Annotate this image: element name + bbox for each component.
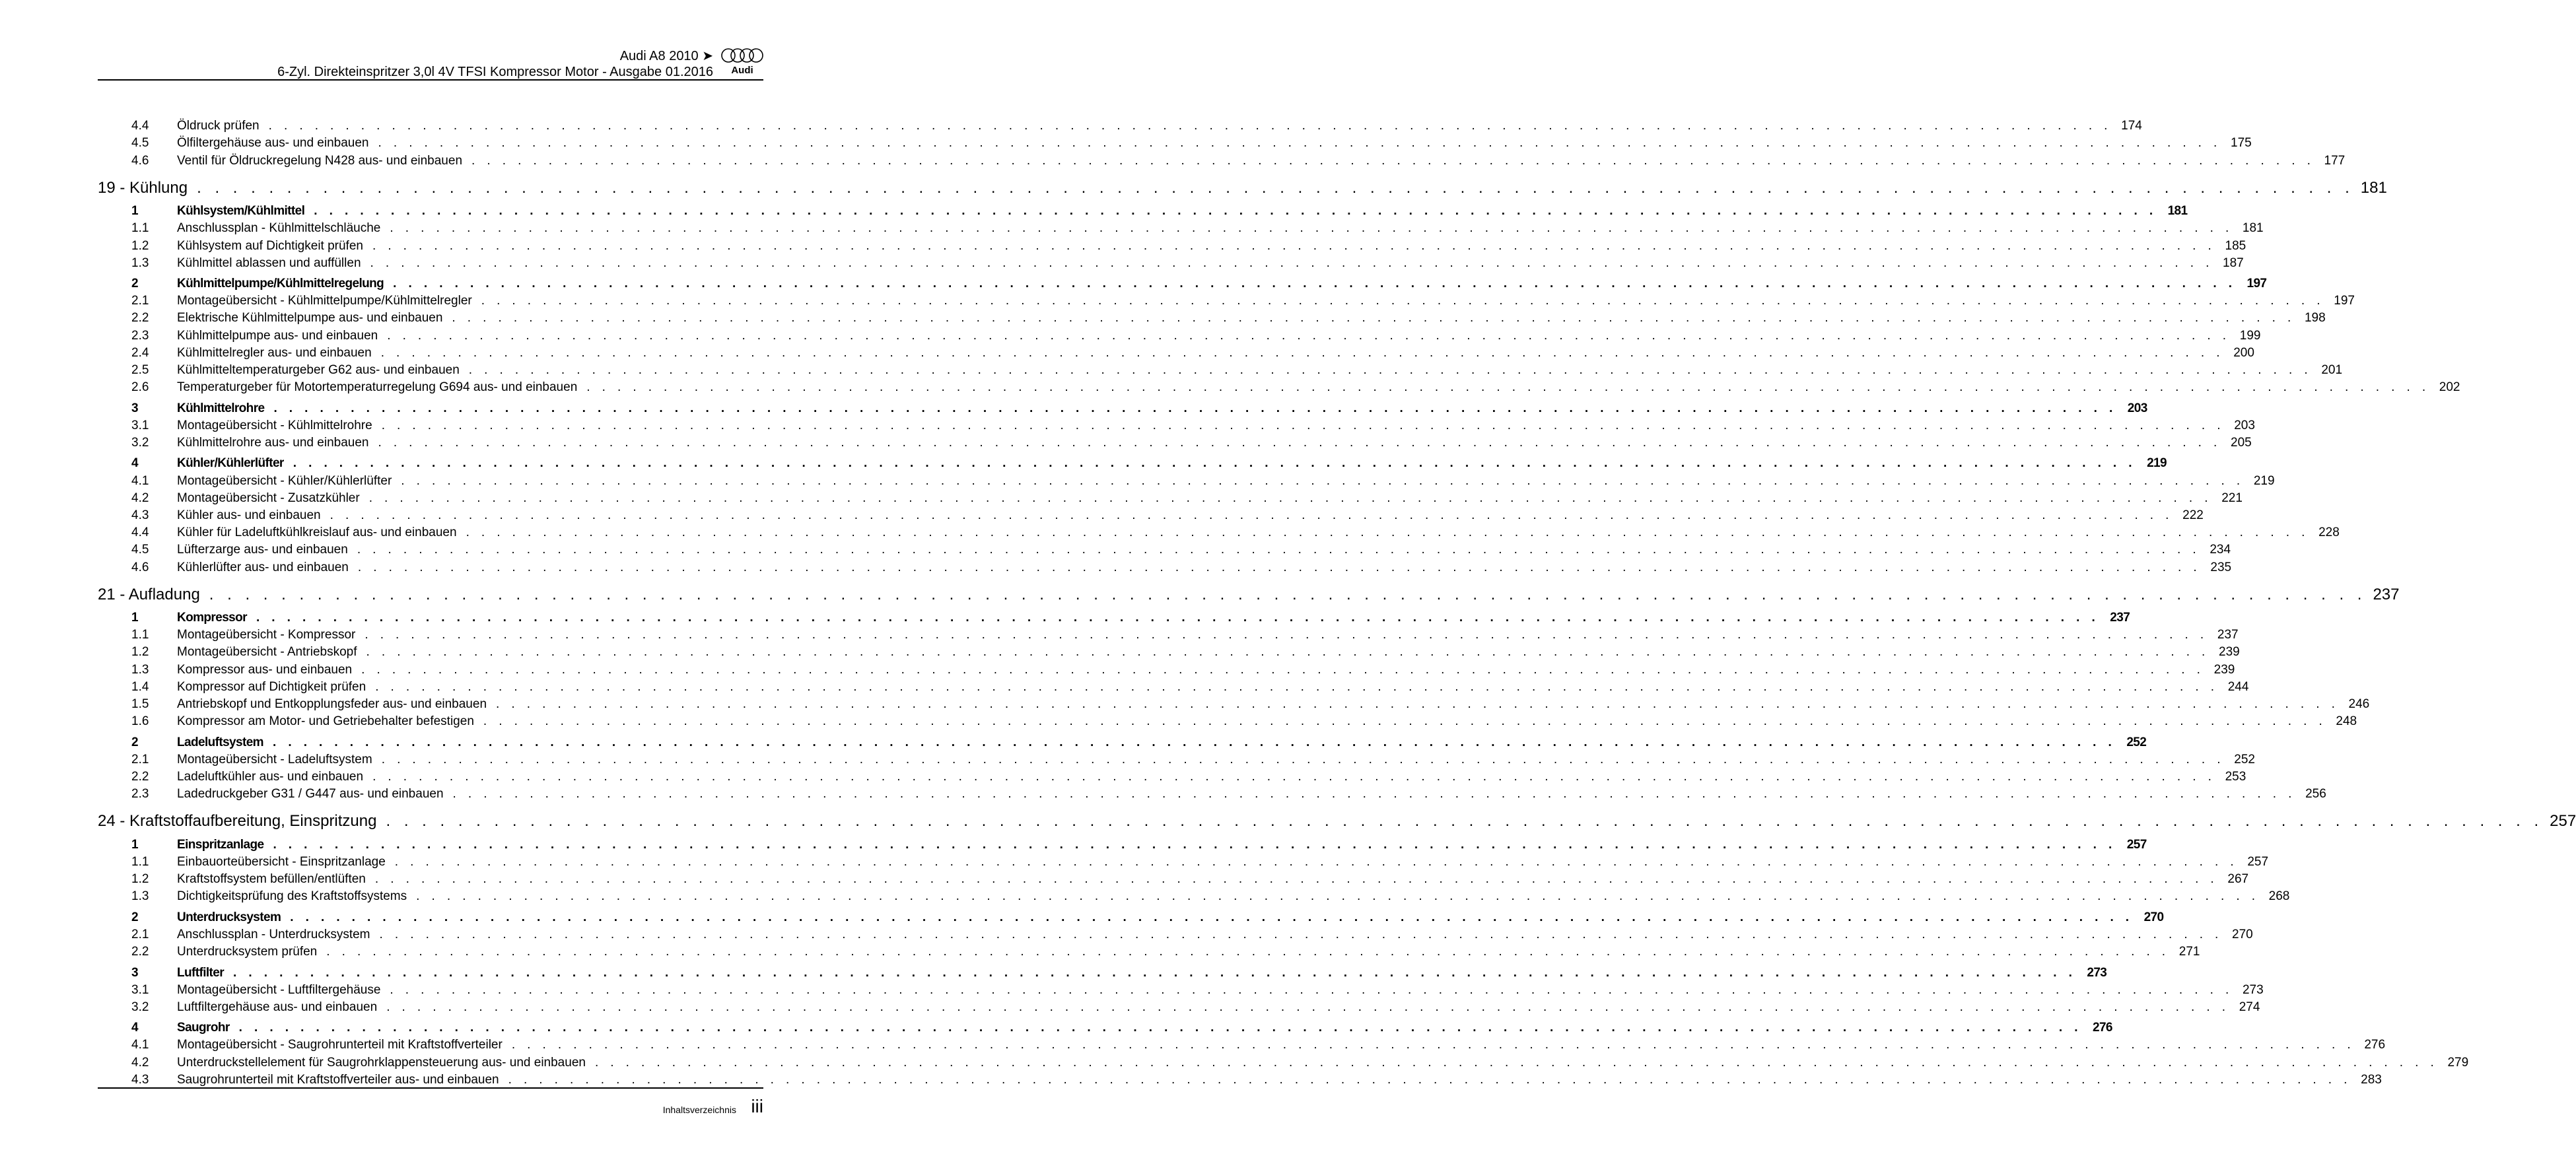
toc-number: 1.3	[131, 889, 149, 904]
footer-label: Inhaltsverzeichnis	[662, 1105, 736, 1115]
toc-title: Montageübersicht - Kühlmittelrohre	[177, 418, 372, 432]
toc-title: Saugrohrunterteil mit Kraftstoffverteiler aus- und einbauen	[177, 1072, 499, 1087]
toc-title: 19 - Kühlung	[98, 178, 188, 197]
toc-title: Kompressor am Motor- und Getriebehalter befestigen	[177, 714, 474, 729]
dot-leader: . . . . . . . . . . . . . . . . . . . . . . . . . . . . . . . . . . . . . . . . . . . . . . . . . . . . . . . . . . . . . . . . . . . . . . . . . . . . . . . . . . . . . . . . . . . . . . . . . . . . . . . . . . . . . . . . . . . . . . . .	[272, 735, 2116, 749]
toc-page-number: 187	[2223, 255, 2244, 270]
toc-section[interactable]	[98, 197, 2188, 219]
toc-number: 1.3	[131, 255, 149, 270]
toc-page-number: 235	[2210, 560, 2232, 574]
dot-leader: . . . . . . . . . . . . . . . . . . . . . . . . . . . . . . . . . . . . . . . . . . . . . . . . . . . . . . . . . . . . . . . . . . . . . . . . . . . . . . . . . . . . . . . . . . . . . . . . . . . . . . . . . . . . . . . . . . . . . . . .	[483, 714, 2327, 729]
toc-number: 2	[131, 277, 138, 291]
toc-number: 2.1	[131, 752, 149, 766]
toc-page-number: 203	[2234, 418, 2255, 432]
toc-page-number: 283	[2361, 1072, 2382, 1087]
toc-number: 4.4	[131, 119, 149, 133]
toc-title: Kühlmittelregler aus- und einbauen	[177, 345, 372, 360]
toc-title: Antriebskopf und Entkopplungsfeder aus- und einbauen	[177, 697, 487, 712]
toc-title: Kühler aus- und einbauen	[177, 508, 321, 522]
toc-entry[interactable]	[98, 767, 2246, 784]
toc-number: 2.2	[131, 770, 149, 784]
toc-page-number: 202	[2439, 380, 2460, 395]
toc-title: Kompressor	[177, 611, 247, 625]
dot-leader: . . . . . . . . . . . . . . . . . . . . . . . . . . . . . . . . . . . . . . . . . . . . . . . . . . . . . . . . . . . . . . . . . . . . . . . . . . . . . . . . . . . . . . . . . . . . . . . . . . . . . . . . . . . . . . . . . . . . . . . .	[416, 889, 2260, 904]
toc-page-number: 246	[2348, 697, 2370, 712]
toc-entry[interactable]	[98, 308, 2326, 325]
dot-leader: . . . . . . . . . . . . . . . . . . . . . . . . . . . . . . . . . . . . . . . . . . . . . . . . . . . . . . . . . . . . . . . . . . . . . . . . . . . . . . . . . . . . . . . . . . . . . . . . . . . . . . . . . . . . . . . . . . . . . . . .	[209, 585, 2367, 603]
dot-leader: . . . . . . . . . . . . . . . . . . . . . . . . . . . . . . . . . . . . . . . . . . . . . . . . . . . . . . . . . . . . . . . . . . . . . . . . . . . . . . . . . . . . . . . . . . . . . . . . . . . . . . . . . . . . . . . . . . . . . . . .	[468, 363, 2313, 378]
dot-leader: . . . . . . . . . . . . . . . . . . . . . . . . . . . . . . . . . . . . . . . . . . . . . . . . . . . . . . . . . . . . . . . . . . . . . . . . . . . . . . . . . . . . . . . . . . . . . . . . . . . . . . . . . . . . . . . . . . . . . . . .	[378, 136, 2221, 151]
toc-page-number: 267	[2227, 872, 2249, 887]
toc-entry[interactable]	[98, 343, 2254, 360]
toc-number: 4.4	[131, 526, 149, 540]
toc-page-number: 270	[2143, 910, 2164, 924]
toc-title: Montageübersicht - Zusatzkühler	[177, 491, 360, 505]
toc-page-number: 276	[2092, 1021, 2112, 1035]
dot-leader: . . . . . . . . . . . . . . . . . . . . . . . . . . . . . . . . . . . . . . . . . . . . . . . . . . . . . . . . . . . . . . . . . . . . . . . . . . . . . . . . . . . . . . . . . . . . . . . . . . . . . . . . . . . . . . . . . . . . . . . .	[381, 752, 2225, 766]
dot-leader: . . . . . . . . . . . . . . . . . . . . . . . . . . . . . . . . . . . . . . . . . . . . . . . . . . . . . . . . . . . . . . . . . . . . . . . . . . . . . . . . . . . . . . . . . . . . . . . . . . . . . . . . . . . . . . . . . . . . . . . .	[401, 473, 2245, 488]
toc-page-number: 174	[2121, 119, 2142, 133]
dot-leader: . . . . . . . . . . . . . . . . . . . . . . . . . . . . . . . . . . . . . . . . . . . . . . . . . . . . . . . . . . . . . . . . . . . . . . . . . . . . . . . . . . . . . . . . . . . . . . . . . . . . . . . . . . . . . . . . . . . . . . . .	[496, 697, 2340, 712]
dot-leader: . . . . . . . . . . . . . . . . . . . . . . . . . . . . . . . . . . . . . . . . . . . . . . . . . . . . . . . . . . . . . . . . . . . . . . . . . . . . . . . . . . . . . . . . . . . . . . . . . . . . . . . . . . . . . . . . . . . . . . . .	[508, 1072, 2351, 1087]
dot-leader: . . . . . . . . . . . . . . . . . . . . . . . . . . . . . . . . . . . . . . . . . . . . . . . . . . . . . . . . . . . . . . . . . . . . . . . . . . . . . . . . . . . . . . . . . . . . . . . . . . . . . . . . . . . . . . . . . . . . . . . .	[290, 910, 2134, 924]
dot-leader: . . . . . . . . . . . . . . . . . . . . . . . . . . . . . . . . . . . . . . . . . . . . . . . . . . . . . . . . . . . . . . . . . . . . . . . . . . . . . . . . . . . . . . . . . . . . . . . . . . . . . . . . . . . . . . . . . . . . . . . .	[378, 436, 2221, 450]
toc-entry[interactable]	[98, 750, 2255, 767]
toc-title: Montageübersicht - Kühler/Kühlerlüfter	[177, 473, 392, 488]
toc-page-number: 228	[2318, 526, 2340, 540]
toc-entry[interactable]	[98, 151, 2346, 168]
dot-leader: . . . . . . . . . . . . . . . . . . . . . . . . . . . . . . . . . . . . . . . . . . . . . . . . . . . . . . . . . . . . . . . . . . . . . . . . . . . . . . . . . . . . . . . . . . . . . . . . . . . . . . . . . . . . . . . . . . . . . . . .	[386, 812, 2544, 831]
header-rule	[98, 79, 763, 81]
dot-leader: . . . . . . . . . . . . . . . . . . . . . . . . . . . . . . . . . . . . . . . . . . . . . . . . . . . . . . . . . . . . . . . . . . . . . . . . . . . . . . . . . . . . . . . . . . . . . . . . . . . . . . . . . . . . . . . . . . . . . . . .	[375, 679, 2219, 694]
toc-number: 2.4	[131, 345, 149, 360]
dot-leader: . . . . . . . . . . . . . . . . . . . . . . . . . . . . . . . . . . . . . . . . . . . . . . . . . . . . . . . . . . . . . . . . . . . . . . . . . . . . . . . . . . . . . . . . . . . . . . . . . . . . . . . . . . . . . . . . . . . . . . . .	[452, 787, 2296, 801]
toc-title: Kühlmittelrohre	[177, 401, 265, 415]
dot-leader: . . . . . . . . . . . . . . . . . . . . . . . . . . . . . . . . . . . . . . . . . . . . . . . . . . . . . . . . . . . . . . . . . . . . . . . . . . . . . . . . . . . . . . . . . . . . . . . . . . . . . . . . . . . . . . . . . . . . . . . .	[379, 927, 2223, 941]
toc-page-number: 239	[2219, 645, 2240, 660]
toc-section[interactable]	[98, 450, 2167, 471]
toc-title: Montageübersicht - Ladeluftsystem	[177, 752, 372, 766]
toc-page-number: 177	[2324, 153, 2346, 168]
toc-title: Ölfiltergehäuse aus- und einbauen	[177, 136, 369, 151]
toc-title: Unterdrucksystem	[177, 910, 281, 924]
toc-title: Kühlerlüfter aus- und einbauen	[177, 560, 349, 574]
toc-title: Kühlmittelpumpe aus- und einbauen	[177, 328, 378, 343]
dot-leader: . . . . . . . . . . . . . . . . . . . . . . . . . . . . . . . . . . . . . . . . . . . . . . . . . . . . . . . . . . . . . . . . . . . . . . . . . . . . . . . . . . . . . . . . . . . . . . . . . . . . . . . . . . . . . . . . . . . . . . . .	[361, 662, 2205, 677]
dot-leader: . . . . . . . . . . . . . . . . . . . . . . . . . . . . . . . . . . . . . . . . . . . . . . . . . . . . . . . . . . . . . . . . . . . . . . . . . . . . . . . . . . . . . . . . . . . . . . . . . . . . . . . . . . . . . . . . . . . . . . . .	[293, 456, 2136, 471]
toc-number: 1	[131, 204, 138, 219]
toc-title: Kühlsystem/Kühlmittel	[177, 204, 305, 219]
toc-entry[interactable]	[98, 471, 2275, 488]
toc-number: 4	[131, 456, 138, 471]
toc-page-number: 205	[2231, 436, 2252, 450]
toc-number: 4.5	[131, 136, 149, 151]
toc-number: 1.1	[131, 628, 149, 642]
toc-section[interactable]	[98, 904, 2164, 924]
toc-page-number: 271	[2178, 945, 2200, 959]
toc-page-number: 237	[2217, 628, 2239, 642]
toc-title: Lüfterzarge aus- und einbauen	[177, 543, 348, 557]
toc-number: 2.1	[131, 294, 149, 308]
toc-page-number: 252	[2234, 752, 2255, 766]
dot-leader: . . . . . . . . . . . . . . . . . . . . . . . . . . . . . . . . . . . . . . . . . . . . . . . . . . . . . . . . . . . . . . . . . . . . . . . . . . . . . . . . . . . . . . . . . . . . . . . . . . . . . . . . . . . . . . . . . . . . . . . .	[273, 401, 2117, 415]
toc-title: Kühlmittelpumpe/Kühlmittelregelung	[177, 277, 384, 291]
toc-number: 2.5	[131, 363, 149, 378]
dot-leader: . . . . . . . . . . . . . . . . . . . . . . . . . . . . . . . . . . . . . . . . . . . . . . . . . . . . . . . . . . . . . . . . . . . . . . . . . . . . . . . . . . . . . . . . . . . . . . . . . . . . . . . . . . . . . . . . . . . . . . . .	[366, 645, 2210, 660]
toc-title: Elektrische Kühlmittelpumpe aus- und einbauen	[177, 311, 443, 325]
toc-page-number: 253	[2225, 770, 2246, 784]
toc-entry[interactable]	[98, 489, 2243, 506]
toc-page-number: 219	[2253, 473, 2275, 488]
toc-section[interactable]	[98, 831, 2147, 852]
toc-page-number: 279	[2447, 1055, 2469, 1070]
toc-title: Saugrohr	[177, 1021, 230, 1035]
toc-entry[interactable]	[98, 887, 2290, 904]
toc-section[interactable]	[98, 604, 2130, 626]
toc-entry[interactable]	[98, 869, 2249, 887]
toc-title: Montageübersicht - Luftfiltergehäuse	[177, 982, 381, 997]
toc-page-number: 237	[2110, 611, 2130, 625]
toc-entry[interactable]	[98, 1035, 2386, 1052]
toc-page-number: 197	[2334, 294, 2355, 308]
toc-title: 24 - Kraftstoffaufbereitung, Einspritzung	[98, 812, 377, 831]
toc-title: Kühlmittel ablassen und auffüllen	[177, 255, 361, 270]
toc-title: 21 - Aufladung	[98, 585, 200, 603]
toc-number: 2.1	[131, 927, 149, 941]
toc-page-number: 198	[2304, 311, 2326, 325]
dot-leader: . . . . . . . . . . . . . . . . . . . . . . . . . . . . . . . . . . . . . . . . . . . . . . . . . . . . . . . . . . . . . . . . . . . . . . . . . . . . . . . . . . . . . . . . . . . . . . . . . . . . . . . . . . . . . . . . . . . . . . . .	[365, 628, 2208, 642]
toc-page-number: 252	[2126, 735, 2147, 749]
toc-entry[interactable]	[98, 942, 2200, 959]
toc-number: 1.5	[131, 697, 149, 712]
toc-page-number: 181	[2167, 204, 2188, 219]
footer-page-number: iii	[751, 1096, 763, 1116]
toc-entry[interactable]	[98, 1070, 2382, 1087]
toc-number: 4.2	[131, 1055, 149, 1070]
dot-leader: . . . . . . . . . . . . . . . . . . . . . . . . . . . . . . . . . . . . . . . . . . . . . . . . . . . . . . . . . . . . . . . . . . . . . . . . . . . . . . . . . . . . . . . . . . . . . . . . . . . . . . . . . . . . . . . . . . . . . . . .	[326, 945, 2170, 959]
dot-leader: . . . . . . . . . . . . . . . . . . . . . . . . . . . . . . . . . . . . . . . . . . . . . . . . . . . . . . . . . . . . . . . . . . . . . . . . . . . . . . . . . . . . . . . . . . . . . . . . . . . . . . . . . . . . . . . . . . . . . . . .	[481, 294, 2324, 308]
toc-entry[interactable]	[98, 1052, 2469, 1070]
dot-leader: . . . . . . . . . . . . . . . . . . . . . . . . . . . . . . . . . . . . . . . . . . . . . . . . . . . . . . . . . . . . . . . . . . . . . . . . . . . . . . . . . . . . . . . . . . . . . . . . . . . . . . . . . . . . . . . . . . . . . . . .	[268, 119, 2112, 133]
toc-page-number: 200	[2233, 345, 2254, 360]
toc-page-number: 199	[2239, 328, 2261, 343]
toc-page-number: 276	[2364, 1038, 2386, 1052]
toc-entry[interactable]	[98, 625, 2239, 642]
toc-entry[interactable]	[98, 219, 2264, 236]
toc-page-number: 239	[2213, 662, 2235, 677]
toc-title: Montageübersicht - Kühlmittelpumpe/Kühlmittelregler	[177, 294, 472, 308]
toc-entry[interactable]	[98, 506, 2204, 523]
toc-chapter[interactable]	[98, 801, 2576, 831]
toc-title: Ventil für Öldruckregelung N428 aus- und einbauen	[177, 153, 463, 168]
toc-number: 4.6	[131, 560, 149, 574]
dot-leader: . . . . . . . . . . . . . . . . . . . . . . . . . . . . . . . . . . . . . . . . . . . . . . . . . . . . . . . . . . . . . . . . . . . . . . . . . . . . . . . . . . . . . . . . . . . . . . . . . . . . . . . . . . . . . . . . . . . . . . . .	[387, 328, 2231, 343]
toc-number: 4.5	[131, 543, 149, 557]
toc-page-number: 244	[2227, 679, 2249, 694]
toc-page-number: 274	[2239, 1000, 2260, 1014]
toc-number: 2	[131, 910, 138, 924]
toc-title: Montageübersicht - Kompressor	[177, 628, 356, 642]
toc-page-number: 273	[2242, 982, 2264, 997]
toc-number: 2	[131, 735, 138, 749]
header-model: Audi A8 2010 ➤	[619, 49, 713, 63]
toc-page-number: 268	[2268, 889, 2290, 904]
toc-page-number: 234	[2210, 543, 2231, 557]
toc-title: Kompressor aus- und einbauen	[177, 662, 353, 677]
toc-entry[interactable]	[98, 540, 2231, 557]
header-subtitle: 6-Zyl. Direkteinspritzer 3,0l 4V TFSI Kompressor Motor - Ausgabe 01.2016	[277, 65, 713, 79]
toc-page-number: 181	[2360, 178, 2387, 197]
toc-title: Luftfilter	[177, 965, 225, 980]
toc-entry[interactable]	[98, 523, 2340, 540]
toc-number: 1.3	[131, 662, 149, 677]
toc-title: Kühler/Kühlerlüfter	[177, 456, 284, 471]
toc-section[interactable]	[98, 271, 2267, 291]
dot-leader: . . . . . . . . . . . . . . . . . . . . . . . . . . . . . . . . . . . . . . . . . . . . . . . . . . . . . . . . . . . . . . . . . . . . . . . . . . . . . . . . . . . . . . . . . . . . . . . . . . . . . . . . . . . . . . . . . . . . . . . .	[314, 204, 2157, 219]
toc-entry[interactable]	[98, 925, 2253, 942]
toc-title: Montageübersicht - Antriebskopf	[177, 645, 357, 660]
toc-title: Dichtigkeitsprüfung des Kraftstoffsystems	[177, 889, 407, 904]
toc-entry[interactable]	[98, 325, 2261, 343]
toc-entry[interactable]	[98, 116, 2142, 133]
toc-title: Einbauorteübersicht - Einspritzanlage	[177, 854, 386, 869]
toc-title: Unterdruckstellelement für Saugrohrklappensteuerung aus- und einbauen	[177, 1055, 586, 1070]
toc-number: 1.1	[131, 854, 149, 869]
toc-entry[interactable]	[98, 236, 2246, 253]
toc-entry[interactable]	[98, 291, 2355, 308]
toc-number: 3.1	[131, 982, 149, 997]
toc-number: 1.2	[131, 872, 149, 887]
toc-title: Ladeluftsystem	[177, 735, 263, 749]
toc-page-number: 219	[2147, 456, 2167, 471]
toc-entry[interactable]	[98, 254, 2244, 271]
toc-chapter[interactable]	[98, 575, 2400, 604]
toc-number: 4	[131, 1021, 138, 1035]
toc-number: 2.3	[131, 328, 149, 343]
toc-chapter[interactable]	[98, 168, 2387, 197]
toc-number: 4.2	[131, 491, 149, 505]
toc-page-number: 256	[2305, 787, 2326, 801]
toc-page-number: 237	[2373, 585, 2400, 603]
toc-title: Kühlmitteltemperaturgeber G62 aus- und einbauen	[177, 363, 460, 378]
dot-leader: . . . . . . . . . . . . . . . . . . . . . . . . . . . . . . . . . . . . . . . . . . . . . . . . . . . . . . . . . . . . . . . . . . . . . . . . . . . . . . . . . . . . . . . . . . . . . . . . . . . . . . . . . . . . . . . . . . . . . . . .	[273, 837, 2116, 852]
svg-text:Audi: Audi	[731, 65, 753, 76]
dot-leader: . . . . . . . . . . . . . . . . . . . . . . . . . . . . . . . . . . . . . . . . . . . . . . . . . . . . . . . . . . . . . . . . . . . . . . . . . . . . . . . . . . . . . . . . . . . . . . . . . . . . . . . . . . . . . . . . . . . . . . . .	[370, 255, 2213, 270]
toc-number: 3	[131, 965, 138, 980]
dot-leader: . . . . . . . . . . . . . . . . . . . . . . . . . . . . . . . . . . . . . . . . . . . . . . . . . . . . . . . . . . . . . . . . . . . . . . . . . . . . . . . . . . . . . . . . . . . . . . . . . . . . . . . . . . . . . . . . . . . . . . . .	[256, 611, 2100, 625]
toc-entry[interactable]	[98, 852, 2269, 869]
toc-page-number: 203	[2127, 401, 2147, 415]
toc-title: Kühlmittelrohre aus- und einbauen	[177, 436, 369, 450]
dot-leader: . . . . . . . . . . . . . . . . . . . . . . . . . . . . . . . . . . . . . . . . . . . . . . . . . . . . . . . . . . . . . . . . . . . . . . . . . . . . . . . . . . . . . . . . . . . . . . . . . . . . . . . . . . . . . . . . . . . . . . . .	[394, 854, 2239, 869]
toc-title: Anschlussplan - Kühlmittelschläuche	[177, 221, 381, 236]
toc-page-number: 197	[2246, 277, 2267, 291]
toc-number: 2.2	[131, 945, 149, 959]
dot-leader: . . . . . . . . . . . . . . . . . . . . . . . . . . . . . . . . . . . . . . . . . . . . . . . . . . . . . . . . . . . . . . . . . . . . . . . . . . . . . . . . . . . . . . . . . . . . . . . . . . . . . . . . . . . . . . . . . . . . . . . .	[238, 1021, 2082, 1035]
toc-page-number: 257	[2247, 854, 2269, 869]
dot-leader: . . . . . . . . . . . . . . . . . . . . . . . . . . . . . . . . . . . . . . . . . . . . . . . . . . . . . . . . . . . . . . . . . . . . . . . . . . . . . . . . . . . . . . . . . . . . . . . . . . . . . . . . . . . . . . . . . . . . . . . .	[368, 491, 2212, 505]
dot-leader: . . . . . . . . . . . . . . . . . . . . . . . . . . . . . . . . . . . . . . . . . . . . . . . . . . . . . . . . . . . . . . . . . . . . . . . . . . . . . . . . . . . . . . . . . . . . . . . . . . . . . . . . . . . . . . . . . . . . . . . .	[357, 560, 2202, 574]
toc-title: Kühlsystem auf Dichtigkeit prüfen	[177, 238, 363, 253]
toc-page-number: 222	[2182, 508, 2204, 522]
footer-rule	[98, 1087, 763, 1089]
dot-leader: . . . . . . . . . . . . . . . . . . . . . . . . . . . . . . . . . . . . . . . . . . . . . . . . . . . . . . . . . . . . . . . . . . . . . . . . . . . . . . . . . . . . . . . . . . . . . . . . . . . . . . . . . . . . . . . . . . . . . . . .	[586, 380, 2430, 395]
toc-entry[interactable]	[98, 980, 2264, 998]
toc-page-number: 221	[2221, 491, 2243, 505]
dot-leader: . . . . . . . . . . . . . . . . . . . . . . . . . . . . . . . . . . . . . . . . . . . . . . . . . . . . . . . . . . . . . . . . . . . . . . . . . . . . . . . . . . . . . . . . . . . . . . . . . . . . . . . . . . . . . . . . . . . . . . . .	[466, 526, 2309, 540]
toc-number: 1.1	[131, 221, 149, 236]
toc-entry[interactable]	[98, 642, 2240, 660]
toc-title: Ladedruckgeber G31 / G447 aus- und einbauen	[177, 787, 444, 801]
toc-title: Kompressor auf Dichtigkeit prüfen	[177, 679, 366, 694]
toc-page-number: 257	[2550, 812, 2576, 831]
toc-entry[interactable]	[98, 133, 2252, 151]
toc-page-number: 270	[2232, 927, 2253, 941]
toc-entry[interactable]	[98, 416, 2255, 433]
dot-leader: . . . . . . . . . . . . . . . . . . . . . . . . . . . . . . . . . . . . . . . . . . . . . . . . . . . . . . . . . . . . . . . . . . . . . . . . . . . . . . . . . . . . . . . . . . . . . . . . . . . . . . . . . . . . . . . . . . . . . . . .	[197, 178, 2354, 197]
toc-entry[interactable]	[98, 695, 2370, 712]
toc-number: 3.1	[131, 418, 149, 432]
dot-leader: . . . . . . . . . . . . . . . . . . . . . . . . . . . . . . . . . . . . . . . . . . . . . . . . . . . . . . . . . . . . . . . . . . . . . . . . . . . . . . . . . . . . . . . . . . . . . . . . . . . . . . . . . . . . . . . . . . . . . . . .	[372, 770, 2216, 784]
toc-number: 1	[131, 837, 138, 852]
audi-logo	[720, 49, 765, 81]
toc-number: 1	[131, 611, 138, 625]
dot-leader: . . . . . . . . . . . . . . . . . . . . . . . . . . . . . . . . . . . . . . . . . . . . . . . . . . . . . . . . . . . . . . . . . . . . . . . . . . . . . . . . . . . . . . . . . . . . . . . . . . . . . . . . . . . . . . . . . . . . . . . .	[381, 418, 2225, 432]
dot-leader: . . . . . . . . . . . . . . . . . . . . . . . . . . . . . . . . . . . . . . . . . . . . . . . . . . . . . . . . . . . . . . . . . . . . . . . . . . . . . . . . . . . . . . . . . . . . . . . . . . . . . . . . . . . . . . . . . . . . . . . .	[390, 982, 2233, 997]
toc-number: 4.6	[131, 153, 149, 168]
toc-page-number: 181	[2242, 221, 2264, 236]
dot-leader: . . . . . . . . . . . . . . . . . . . . . . . . . . . . . . . . . . . . . . . . . . . . . . . . . . . . . . . . . . . . . . . . . . . . . . . . . . . . . . . . . . . . . . . . . . . . . . . . . . . . . . . . . . . . . . . . . . . . . . . .	[594, 1055, 2439, 1070]
dot-leader: . . . . . . . . . . . . . . . . . . . . . . . . . . . . . . . . . . . . . . . . . . . . . . . . . . . . . . . . . . . . . . . . . . . . . . . . . . . . . . . . . . . . . . . . . . . . . . . . . . . . . . . . . . . . . . . . . . . . . . . .	[471, 153, 2315, 168]
toc-number: 3.2	[131, 436, 149, 450]
toc-title: Kraftstoffsystem befüllen/entlüften	[177, 872, 366, 887]
dot-leader: . . . . . . . . . . . . . . . . . . . . . . . . . . . . . . . . . . . . . . . . . . . . . . . . . . . . . . . . . . . . . . . . . . . . . . . . . . . . . . . . . . . . . . . . . . . . . . . . . . . . . . . . . . . . . . . . . . . . . . . .	[393, 277, 2237, 291]
toc-number: 4.3	[131, 508, 149, 522]
toc-section[interactable]	[98, 395, 2147, 415]
dot-leader: . . . . . . . . . . . . . . . . . . . . . . . . . . . . . . . . . . . . . . . . . . . . . . . . . . . . . . . . . . . . . . . . . . . . . . . . . . . . . . . . . . . . . . . . . . . . . . . . . . . . . . . . . . . . . . . . . . . . . . . .	[372, 238, 2216, 253]
dot-leader: . . . . . . . . . . . . . . . . . . . . . . . . . . . . . . . . . . . . . . . . . . . . . . . . . . . . . . . . . . . . . . . . . . . . . . . . . . . . . . . . . . . . . . . . . . . . . . . . . . . . . . . . . . . . . . . . . . . . . . . .	[330, 508, 2173, 522]
toc-section[interactable]	[98, 729, 2147, 749]
toc-title: Kühler für Ladeluftkühlkreislauf aus- und einbauen	[177, 526, 457, 540]
dot-leader: . . . . . . . . . . . . . . . . . . . . . . . . . . . . . . . . . . . . . . . . . . . . . . . . . . . . . . . . . . . . . . . . . . . . . . . . . . . . . . . . . . . . . . . . . . . . . . . . . . . . . . . . . . . . . . . . . . . . . . . .	[374, 872, 2219, 887]
toc-entry[interactable]	[98, 557, 2232, 574]
toc-number: 1.6	[131, 714, 149, 729]
toc-number: 3.2	[131, 1000, 149, 1014]
toc-title: Ladeluftkühler aus- und einbauen	[177, 770, 364, 784]
toc-title: Unterdrucksystem prüfen	[177, 945, 318, 959]
dot-leader: . . . . . . . . . . . . . . . . . . . . . . . . . . . . . . . . . . . . . . . . . . . . . . . . . . . . . . . . . . . . . . . . . . . . . . . . . . . . . . . . . . . . . . . . . . . . . . . . . . . . . . . . . . . . . . . . . . . . . . . .	[357, 543, 2201, 557]
toc-entry[interactable]	[98, 998, 2260, 1015]
toc-section[interactable]	[98, 959, 2107, 980]
toc-title: Temperaturgeber für Motortemperaturregelung G694 aus- und einbauen	[177, 380, 578, 395]
toc-entry[interactable]	[98, 784, 2326, 801]
dot-leader: . . . . . . . . . . . . . . . . . . . . . . . . . . . . . . . . . . . . . . . . . . . . . . . . . . . . . . . . . . . . . . . . . . . . . . . . . . . . . . . . . . . . . . . . . . . . . . . . . . . . . . . . . . . . . . . . . . . . . . . .	[380, 345, 2224, 360]
toc-page-number: 185	[2225, 238, 2246, 253]
toc-number: 3	[131, 401, 138, 415]
toc-entry[interactable]	[98, 433, 2252, 450]
toc-title: Einspritzanlage	[177, 837, 264, 852]
toc-title: Anschlussplan - Unterdrucksystem	[177, 927, 370, 941]
toc-title: Luftfiltergehäuse aus- und einbauen	[177, 1000, 378, 1014]
toc-entry[interactable]	[98, 360, 2343, 378]
dot-leader: . . . . . . . . . . . . . . . . . . . . . . . . . . . . . . . . . . . . . . . . . . . . . . . . . . . . . . . . . . . . . . . . . . . . . . . . . . . . . . . . . . . . . . . . . . . . . . . . . . . . . . . . . . . . . . . . . . . . . . . .	[233, 965, 2077, 980]
dot-leader: . . . . . . . . . . . . . . . . . . . . . . . . . . . . . . . . . . . . . . . . . . . . . . . . . . . . . . . . . . . . . . . . . . . . . . . . . . . . . . . . . . . . . . . . . . . . . . . . . . . . . . . . . . . . . . . . . . . . . . . .	[511, 1038, 2355, 1052]
toc-title: Öldruck prüfen	[177, 119, 260, 133]
toc-number: 1.2	[131, 238, 149, 253]
toc-page-number: 273	[2087, 965, 2107, 980]
toc-page-number: 175	[2231, 136, 2252, 151]
toc-entry[interactable]	[98, 712, 2357, 729]
toc-number: 1.4	[131, 679, 149, 694]
toc-entry[interactable]	[98, 378, 2460, 395]
toc-section[interactable]	[98, 1015, 2112, 1035]
toc-page-number: 257	[2126, 837, 2147, 852]
toc-number: 4.1	[131, 473, 149, 488]
toc-page-number: 248	[2336, 714, 2357, 729]
toc-number: 4.3	[131, 1072, 149, 1087]
toc-number: 2.2	[131, 311, 149, 325]
dot-leader: . . . . . . . . . . . . . . . . . . . . . . . . . . . . . . . . . . . . . . . . . . . . . . . . . . . . . . . . . . . . . . . . . . . . . . . . . . . . . . . . . . . . . . . . . . . . . . . . . . . . . . . . . . . . . . . . . . . . . . . .	[390, 221, 2233, 236]
toc-number: 1.2	[131, 645, 149, 660]
table-of-contents	[98, 116, 2576, 1087]
toc-number: 2.3	[131, 787, 149, 801]
toc-number: 4.1	[131, 1038, 149, 1052]
dot-leader: . . . . . . . . . . . . . . . . . . . . . . . . . . . . . . . . . . . . . . . . . . . . . . . . . . . . . . . . . . . . . . . . . . . . . . . . . . . . . . . . . . . . . . . . . . . . . . . . . . . . . . . . . . . . . . . . . . . . . . . .	[452, 311, 2295, 325]
toc-title: Montageübersicht - Saugrohrunterteil mit Kraftstoffverteiler	[177, 1038, 503, 1052]
toc-entry[interactable]	[98, 660, 2235, 677]
toc-number: 2.6	[131, 380, 149, 395]
toc-page-number: 201	[2321, 363, 2343, 378]
toc-entry[interactable]	[98, 677, 2249, 695]
dot-leader: . . . . . . . . . . . . . . . . . . . . . . . . . . . . . . . . . . . . . . . . . . . . . . . . . . . . . . . . . . . . . . . . . . . . . . . . . . . . . . . . . . . . . . . . . . . . . . . . . . . . . . . . . . . . . . . . . . . . . . . .	[386, 1000, 2230, 1014]
